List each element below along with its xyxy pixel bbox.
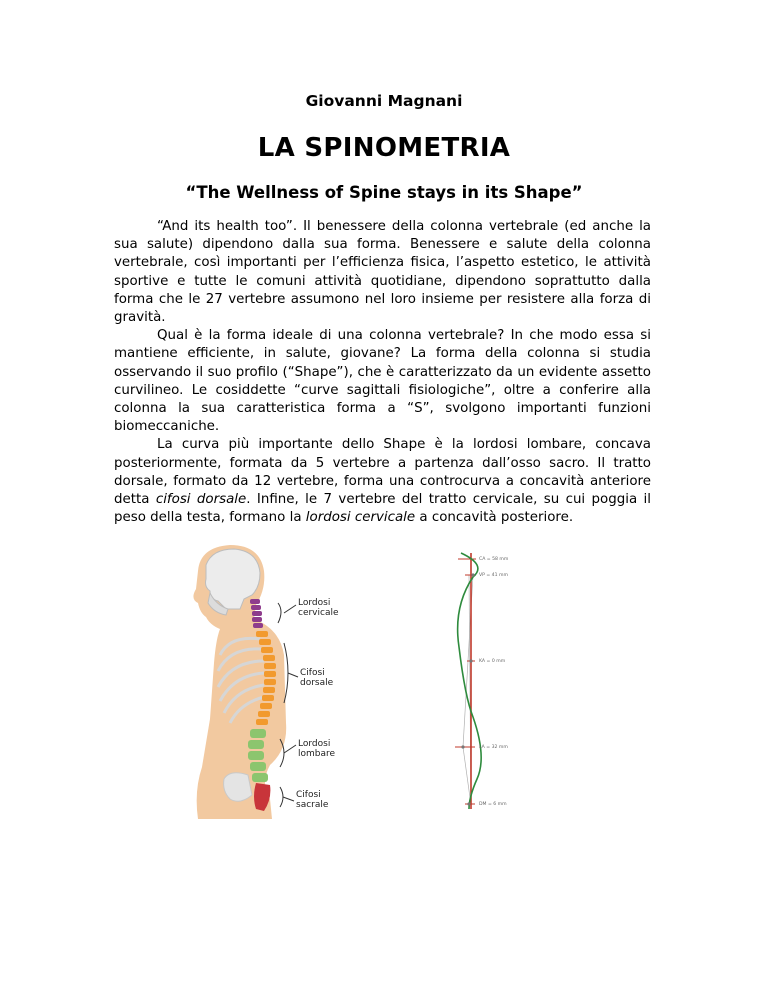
paragraph-3-text-b: . Infine, le 7 vertebre del tratto cervicale, su cui poggia il peso della testa, formano la [114, 492, 651, 526]
body-text [114, 218, 651, 527]
label-lordosi-lombare-2: lombare [298, 749, 336, 759]
page-subtitle: “The Wellness of Spine stays in its Shape” [185, 183, 583, 202]
label-lordosi-cervicale-2: cervicale [298, 608, 339, 618]
spinometry-profile-figure [443, 547, 531, 817]
label-lordosi-lombare-1: Lordosi [298, 739, 331, 749]
label-ca: CA = 58 mm [479, 557, 509, 562]
label-cifosi-dorsale-1: Cifosi [300, 668, 325, 678]
paragraph-3 [114, 436, 651, 527]
label-dm: DM = 6 mm [479, 802, 507, 807]
paragraph-2: Qual è la forma ideale di una colonna vertebrale? In che modo essa si mantiene efficiente, in salute, giovane? La forma della colonna si studia osservando il suo profilo (“Shape”), che è caratterizzato da un evidente assetto curvilineo. Le cosiddette “curve sagittali fisiologiche”, oltre a conferire alla colonna la sua caratteristica forma a “S”, svolgono importanti funzioni biomeccaniche. [114, 328, 651, 435]
label-vp: VP = 41 mm [479, 573, 508, 578]
paragraph-3-text-a: La curva più importante dello Shape è la lordosi lombare, concava posteriormente, formata da 5 vertebre a partenza dall’osso sacro. Il tratto dorsale, formato da 12 vertebre, forma una controcurva a concavità anteriore detta [114, 437, 651, 508]
paragraph-1: “And its health too”. Il benessere della colonna vertebrale (ed anche la sua salute) dipendono dalla sua forma. Benessere e salute della colonna vertebrale, così importanti per l’efficienza fisica, l’aspetto estetico, le attività sportive e tutte le comuni attività quotidiane, dipendono soprattutto dalla forma che le 27 vertebre assumono nel loro insieme per resistere alla forza di gravità. [114, 219, 651, 326]
label-la: LA = 32 mm [479, 745, 508, 750]
term-cifosi-dorsale: cifosi dorsale [155, 492, 247, 508]
pelvis [224, 773, 252, 802]
term-lordosi-cervicale: lordosi cervicale [305, 510, 416, 526]
author-name: Giovanni Magnani [305, 92, 463, 110]
label-ka: KA = 0 mm [479, 659, 506, 664]
paragraph-3-text-c: a concavità posteriore. [415, 510, 574, 526]
spine-anatomy-figure [160, 543, 350, 819]
label-cifosi-dorsale-2: dorsale [300, 678, 334, 688]
label-lordosi-cervicale-1: Lordosi [298, 598, 331, 608]
page-title: LA SPINOMETRIA [257, 133, 511, 163]
label-cifosi-sacrale-2: sacrale [296, 800, 329, 810]
label-cifosi-sacrale-1: Cifosi [296, 790, 321, 800]
